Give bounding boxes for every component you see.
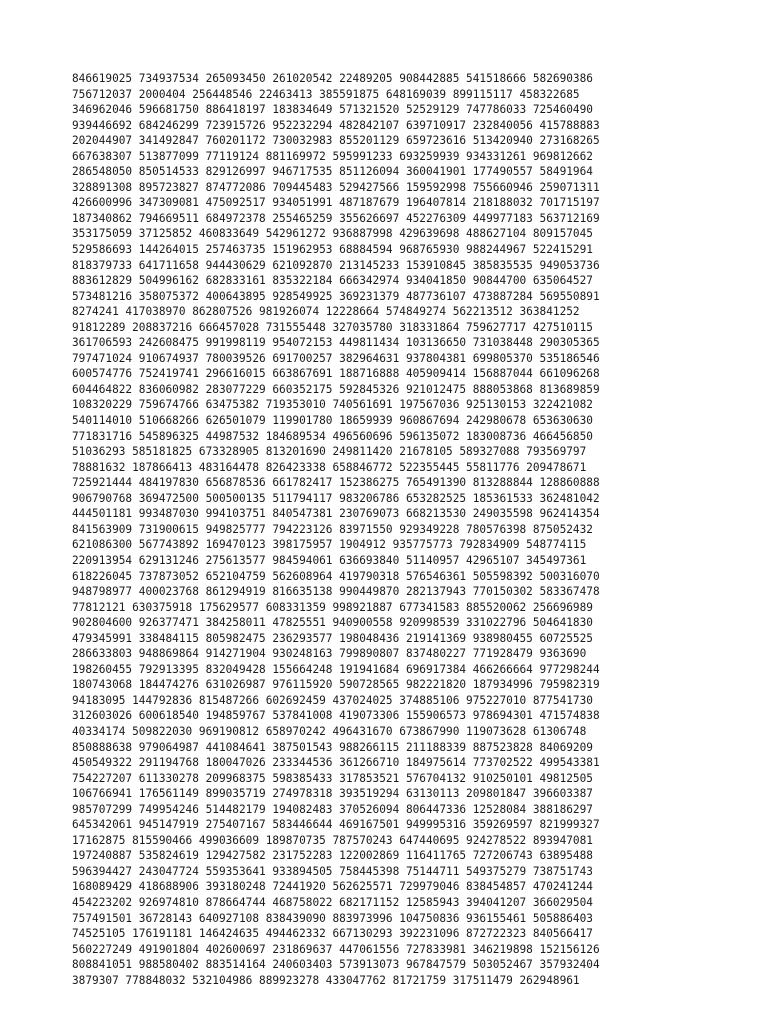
number-line: 985707299 749954246 514482179 194082483 370526094 806447336 12528084 388186297 (72, 802, 593, 816)
number-line: 596394427 243047724 559353641 933894505 758445398 75144711 549375279 738751743 (72, 864, 593, 878)
number-line: 108320229 759674766 63475382 719353010 740561691 197567036 925130153 322421082 (72, 398, 593, 412)
number-line: 91812289 208837216 666457028 731555448 327035780 318331864 759627717 427510115 (72, 320, 593, 334)
number-line: 902804600 926377471 384258011 47825551 940900558 920998539 331022796 504641830 (72, 616, 593, 630)
number-line: 540114010 510668266 626501079 119901780 18659939 960867694 242980678 653630630 (72, 414, 593, 428)
number-line: 328891308 895723827 874772086 709445483 529427566 159592998 755660946 259071311 (72, 180, 600, 194)
number-line: 618226045 737873052 652104759 562608964 419790318 576546361 505598392 500316070 (72, 569, 600, 583)
number-line: 573481216 358075372 400643895 928549925 369231379 487736107 473887284 569550891 (72, 289, 600, 303)
number-line: 454223202 926974810 878664744 468758022 682171152 12585943 394041207 366029504 (72, 895, 593, 909)
number-line: 78881632 187866413 483164478 826423338 658846772 522355445 55811776 209478671 (72, 460, 587, 474)
number-line: 939446692 684246299 723915726 952232294 482842107 639710917 232840056 415788883 (72, 118, 600, 132)
number-line: 220913954 629131246 275613577 984594061 636693840 51140957 42965107 345497361 (72, 553, 587, 567)
number-line: 883612829 504996162 682833161 835322184 666342974 934041850 90844700 635064527 (72, 274, 593, 288)
number-line: 51036293 585181825 673328905 813201690 249811420 21678105 589327088 793569797 (72, 445, 587, 459)
number-line: 74525105 176191181 146424635 494462332 667130293 392231096 872722323 840566417 (72, 927, 593, 941)
number-line: 197240887 535824619 129427582 231752283 122002869 116411765 727206743 63895488 (72, 849, 593, 863)
number-line: 94183095 144792836 815487266 602692459 437024025 374885106 975227010 877541730 (72, 693, 593, 707)
number-line: 361706593 242608475 991998119 954072153 449811434 103136650 731038448 290305365 (72, 336, 600, 350)
number-line: 948798977 400023768 861294919 816635138 990449870 282137943 770150302 583367478 (72, 585, 600, 599)
number-line: 312603026 600618540 194859767 537841008 419073306 155906573 978694301 471574838 (72, 709, 600, 723)
number-line: 756712037 2000404 256448546 22463413 385591875 648169039 899115117 458322685 (72, 87, 580, 101)
number-line: 621086300 567743892 169470123 398175957 1904912 935775773 792834909 548774115 (72, 538, 587, 552)
number-line: 560227249 491901804 402600697 231869637 447061556 727833981 346219898 152156126 (72, 942, 600, 956)
number-line: 353175059 37125852 460833649 542961272 936887998 429639698 488627104 809157045 (72, 227, 593, 241)
number-line: 818379733 641711658 944430629 621092870 213145233 153910845 385835535 949053736 (72, 258, 600, 272)
number-line: 725921444 484197830 656878536 661782417 152386275 765491390 813288844 128860888 (72, 476, 600, 490)
number-line: 479345991 338484115 805982475 236293577 198048436 219141369 938980455 60725525 (72, 631, 593, 645)
number-line: 106766941 176561149 899035719 274978318 393519294 63130113 209801847 396603387 (72, 787, 593, 801)
number-line: 426600996 347309081 475092517 934051991 487187679 196407814 218188032 701715197 (72, 196, 600, 210)
number-line: 202044907 341492847 760201172 730032983 855201129 659723616 513420940 273168265 (72, 134, 600, 148)
number-line: 808841051 988580402 883514164 240603403 573913073 967847579 503052467 357932404 (72, 958, 600, 972)
number-line: 850888638 979064987 441084641 387501543 988266115 211188339 887523828 84069209 (72, 740, 593, 754)
number-line: 180743068 184474276 631026987 976115920 590728565 982221820 187934996 795982319 (72, 678, 600, 692)
number-line: 187340862 794669511 684972378 255465259 355626697 452276309 449977183 563712169 (72, 211, 600, 225)
number-line: 346962046 596681750 886418197 183834649 571321520 52529129 747786033 725460490 (72, 103, 593, 117)
number-line: 906790768 369472500 500500135 511794117 983206786 653282525 185361533 362481042 (72, 491, 600, 505)
number-line: 600574776 752419741 296616015 663867691 188716888 405909414 156887044 661096268 (72, 367, 600, 381)
number-line: 77812121 630375918 175629577 608331359 998921887 677341583 885520062 256696989 (72, 600, 593, 614)
number-line: 757491501 36728143 640927108 838439090 883973996 104750836 936155461 505886403 (72, 911, 593, 925)
number-line: 645342061 945147919 275407167 583446644 469167501 949995316 359269597 821999327 (72, 818, 600, 832)
number-line: 198260455 792913395 832049428 155664248 191941684 696917384 466266664 977298244 (72, 662, 600, 676)
number-line: 17162875 815590466 499036609 189870735 787570243 647440695 924278522 893947081 (72, 833, 593, 847)
number-line: 286548050 850514533 829126997 946717535 851126094 360041901 177490557 58491964 (72, 165, 593, 179)
number-line: 168089429 418688906 393180248 72441920 562625571 729979046 838454857 470241244 (72, 880, 593, 894)
number-line: 667638307 513877099 77119124 881169972 595991233 693259939 934331261 969812662 (72, 149, 593, 163)
number-line: 8274241 417038970 862807526 981926074 12228664 574849274 562213512 363841252 (72, 305, 580, 319)
number-line: 841563909 731900615 949825777 794223126 83971550 929349228 780576398 875052432 (72, 522, 593, 536)
number-line: 797471024 910674937 780039526 691700257 382964631 937804381 699805370 535186546 (72, 351, 600, 365)
number-line: 450549322 291194768 180047026 233344536 361266710 184975614 773702522 499543381 (72, 756, 600, 770)
number-line: 40334174 509822030 969190812 658970242 496431670 673867990 119073628 61306748 (72, 724, 587, 738)
number-line: 604464822 836060982 283077229 660352175 592845326 921012475 888053868 813689859 (72, 382, 600, 396)
number-text-block (72, 71, 712, 988)
number-line: 529586693 144264015 257463735 151962953 68884594 968765930 988244967 522415291 (72, 243, 593, 257)
number-line: 286633803 948869864 914271904 930248163 799890807 837480227 771928479 9363690 (72, 647, 587, 661)
number-line: 754227207 611330278 209968375 598385433 317853521 576704132 910250101 49812505 (72, 771, 593, 785)
number-line: 3879307 778848032 532104986 889923278 433047762 81721759 317511479 262948961 (72, 973, 580, 987)
number-line: 444501181 993487030 994103751 840547381 230769073 668213530 249035598 962414354 (72, 507, 600, 521)
number-line: 846619025 734937534 265093450 261020542 22489205 908442885 541518666 582690386 (72, 72, 593, 85)
number-line: 771831716 545896325 44987532 184689534 496560696 596135072 183008736 466456850 (72, 429, 593, 443)
